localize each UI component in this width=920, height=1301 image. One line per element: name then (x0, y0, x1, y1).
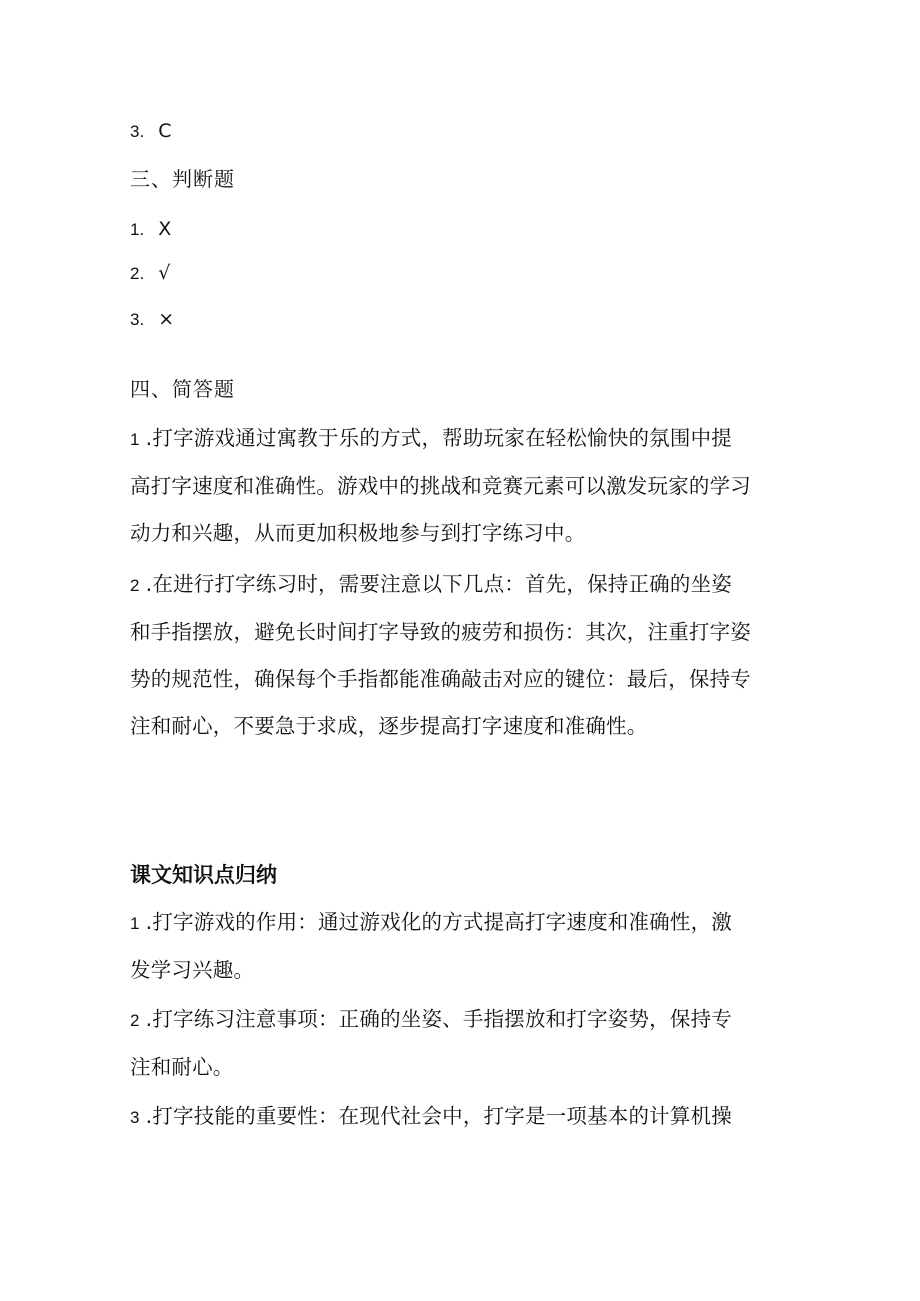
knowledge-line: 1 .打字游戏的作用：通过游戏化的方式提高打字速度和准确性，激 (130, 899, 732, 947)
knowledge-number: 2 (130, 1011, 140, 1030)
judgment-answer: X (158, 218, 172, 240)
judgment-number: 1. (130, 220, 145, 239)
answer-number: 3. (130, 122, 145, 141)
knowledge-item-3 (130, 1093, 732, 1141)
short-answer-1 (130, 415, 751, 557)
knowledge-line: 2 .打字练习注意事项：正确的坐姿、手指摆放和打字姿势，保持专 (130, 996, 732, 1044)
knowledge-number: 1 (130, 914, 140, 933)
answer-line: 动力和兴趣，从而更加积极地参与到打字练习中。 (130, 521, 586, 545)
judgment-number: 2. (130, 264, 145, 283)
answer-item (130, 117, 171, 146)
knowledge-item-2 (130, 996, 732, 1091)
knowledge-item-1 (130, 899, 732, 994)
judgment-item (130, 259, 170, 288)
answer-number: 1 (130, 430, 140, 449)
answer-line: 注和耐心，不要急于求成，逐步提高打字速度和准确性。 (130, 714, 648, 738)
knowledge-line: 3 .打字技能的重要性：在现代社会中，打字是一项基本的计算机操 (130, 1093, 732, 1141)
answer-value: C (158, 120, 172, 142)
judgment-answer: √ (158, 262, 171, 284)
knowledge-number: 3 (130, 1108, 140, 1127)
knowledge-line: 注和耐心。 (130, 1055, 234, 1079)
judgment-answer: × (158, 308, 175, 330)
answer-line: 和手指摆放，避免长时间打字导致的疲劳和损伤：其次，注重打字姿 (130, 620, 751, 644)
answer-number: 2 (130, 576, 140, 595)
answer-line: 1 .打字游戏通过寓教于乐的方式，帮助玩家在轻松愉快的氛围中提 (130, 415, 751, 463)
judgment-item (130, 215, 171, 244)
section-title-judgment: 三、判断题 (130, 167, 235, 191)
knowledge-line: 发学习兴趣。 (130, 958, 255, 982)
section-title-short-answer: 四、简答题 (130, 377, 235, 401)
short-answer-2 (130, 561, 751, 750)
answer-line: 势的规范性，确保每个手指都能准确敲击对应的键位：最后，保持专 (130, 667, 751, 691)
knowledge-title: 课文知识点归纳 (130, 863, 277, 887)
answer-line: 2 .在进行打字练习时，需要注意以下几点：首先，保持正确的坐姿 (130, 561, 751, 609)
answer-line: 高打字速度和准确性。游戏中的挑战和竞赛元素可以激发玩家的学习 (130, 474, 751, 498)
judgment-number: 3. (130, 310, 145, 329)
judgment-item (130, 305, 174, 334)
